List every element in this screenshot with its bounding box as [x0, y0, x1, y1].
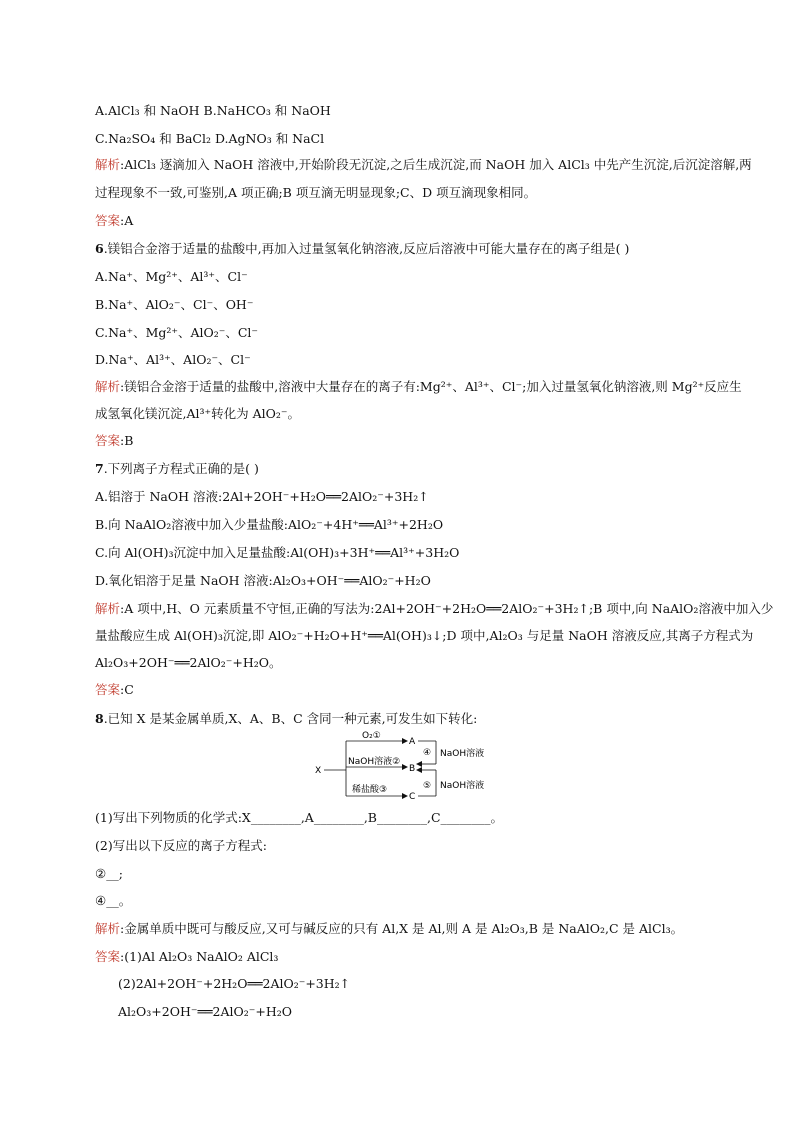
q6-option-d: D.Na⁺、Al³⁺、AlO₂⁻、Cl⁻ [95, 352, 251, 367]
question-text: .已知 X 是某金属单质,X、A、B、C 含同一种元素,可发生如下转化: [103, 711, 478, 726]
analysis-text: :AlCl₃ 逐滴加入 NaOH 溶液中,开始阶段无沉淀,之后生成沉淀,而 NaOH 加入 AlCl₃ 中先产生沉淀,后沉淀溶解,两 [120, 157, 752, 172]
circle-4-label: ④ [423, 748, 432, 758]
analysis-label: 解析 [95, 157, 121, 172]
analysis-label: 解析 [95, 921, 121, 936]
question-text: .镁铝合金溶于适量的盐酸中,再加入过量氢氧化钠溶液,反应后溶液中可能大量存在的离子组是( ) [103, 241, 630, 256]
question-text: .下列离子方程式正确的是( ) [103, 461, 259, 476]
arrow-head-a [402, 738, 408, 744]
q8-answer [95, 949, 278, 965]
q8-sub1: (1)写出下列物质的化学式:X________,A________,B________,C________。 [95, 810, 504, 825]
q7-analysis-cont2: Al₂O₃+2OH⁻══2AlO₂⁻+H₂O。 [95, 655, 282, 670]
node-a-label: A [409, 737, 416, 747]
arrow3-label: 稀盐酸③ [352, 785, 388, 795]
q8-sub2-item4: ④__。 [95, 893, 132, 908]
answer-text: :C [120, 682, 134, 697]
q8-answer-3: Al₂O₃+2OH⁻══2AlO₂⁻+H₂O [118, 1004, 292, 1019]
q6-option-b: B.Na⁺、AlO₂⁻、Cl⁻、OH⁻ [95, 297, 254, 312]
q8-analysis [95, 921, 683, 937]
q8-stem [95, 711, 477, 727]
q7-answer [95, 682, 134, 698]
q7-option-a: A.铝溶于 NaOH 溶液:2Al+2OH⁻+H₂O══2AlO₂⁻+3H₂↑ [95, 489, 429, 504]
q5-options-cd: C.Na₂SO₄ 和 BaCl₂ D.AgNO₃ 和 NaCl [95, 131, 325, 146]
q6-answer [95, 433, 133, 449]
q7-option-b: B.向 NaAlO₂溶液中加入少量盐酸:AlO₂⁻+4H⁺══Al³⁺+2H₂O [95, 517, 444, 532]
answer-text: :(1)Al Al₂O₃ NaAlO₂ AlCl₃ [120, 949, 279, 964]
arrow-head-c-to-b [416, 767, 422, 773]
q6-analysis [95, 379, 742, 395]
q8-sub2: (2)写出以下反应的离子方程式: [95, 838, 267, 853]
q5-answer [95, 213, 133, 229]
analysis-label: 解析 [95, 601, 121, 616]
q6-option-c: C.Na⁺、Mg²⁺、AlO₂⁻、Cl⁻ [95, 325, 259, 340]
q7-analysis [95, 601, 773, 617]
q8-sub2-item2: ②__; [95, 866, 123, 881]
node-c-label: C [409, 792, 416, 800]
arrow-head-a-to-b [416, 761, 422, 767]
answer-text: :A [120, 213, 134, 228]
reagent-5-label: NaOH溶液 [440, 781, 485, 791]
arrow-head-b [402, 764, 408, 770]
q6-stem [95, 241, 629, 257]
question-number: 8 [95, 711, 104, 726]
q7-analysis-cont: 量盐酸应生成 Al(OH)₃沉淀,即 AlO₂⁻+H₂O+H⁺══Al(OH)₃↓;D 项中,Al₂O₃ 与足量 NaOH 溶液反应,其离子方程式为 [95, 628, 754, 643]
reagent-4-label: NaOH溶液 [440, 749, 485, 759]
q5-analysis-cont: 过程现象不一致,可鉴别,A 项正确;B 项互滴无明显现象;C、D 项互滴现象相同。 [95, 185, 537, 200]
answer-label: 答案 [95, 682, 121, 697]
q7-stem [95, 461, 259, 477]
diagram-x-label: X [315, 766, 322, 776]
q5-options-ab: A.AlCl₃ 和 NaOH B.NaHCO₃ 和 NaOH [95, 103, 331, 118]
analysis-text: :金属单质中既可与酸反应,又可与碱反应的只有 Al,X 是 Al,则 A 是 Al₂O₃,B 是 NaAlO₂,C 是 AlCl₃。 [120, 921, 684, 936]
q6-option-a: A.Na⁺、Mg²⁺、Al³⁺、Cl⁻ [95, 269, 248, 284]
node-b-label: B [409, 764, 416, 774]
analysis-text: :A 项中,H、O 元素质量不守恒,正确的写法为:2Al+2OH⁻+2H₂O══2AlO₂⁻+3H₂↑;B 项中,向 NaAlO₂溶液中加入少 [120, 601, 774, 616]
question-number: 6 [95, 241, 104, 256]
q6-analysis-cont: 成氢氧化镁沉淀,Al³⁺转化为 AlO₂⁻。 [95, 406, 300, 421]
arrow1-label: O₂① [362, 731, 381, 741]
answer-text: :B [120, 433, 134, 448]
transformation-diagram [312, 730, 512, 800]
q5-analysis [95, 157, 752, 173]
arrow-head-c [402, 793, 408, 799]
question-number: 7 [95, 461, 104, 476]
answer-label: 答案 [95, 949, 121, 964]
circle-5-label: ⑤ [423, 781, 432, 791]
q7-option-d: D.氧化铝溶于足量 NaOH 溶液:Al₂O₃+OH⁻══AlO₂⁻+H₂O [95, 573, 431, 588]
q7-option-c: C.向 Al(OH)₃沉淀中加入足量盐酸:Al(OH)₃+3H⁺══Al³⁺+3H₂O [95, 545, 460, 560]
analysis-label: 解析 [95, 379, 121, 394]
q8-answer-2: (2)2Al+2OH⁻+2H₂O══2AlO₂⁻+3H₂↑ [118, 976, 351, 991]
arrow2-label: NaOH溶液② [348, 757, 401, 767]
answer-label: 答案 [95, 433, 121, 448]
answer-label: 答案 [95, 213, 121, 228]
analysis-text: :镁铝合金溶于适量的盐酸中,溶液中大量存在的离子有:Mg²⁺、Al³⁺、Cl⁻;加入过量氢氧化钠溶液,则 Mg²⁺反应生 [120, 379, 742, 394]
